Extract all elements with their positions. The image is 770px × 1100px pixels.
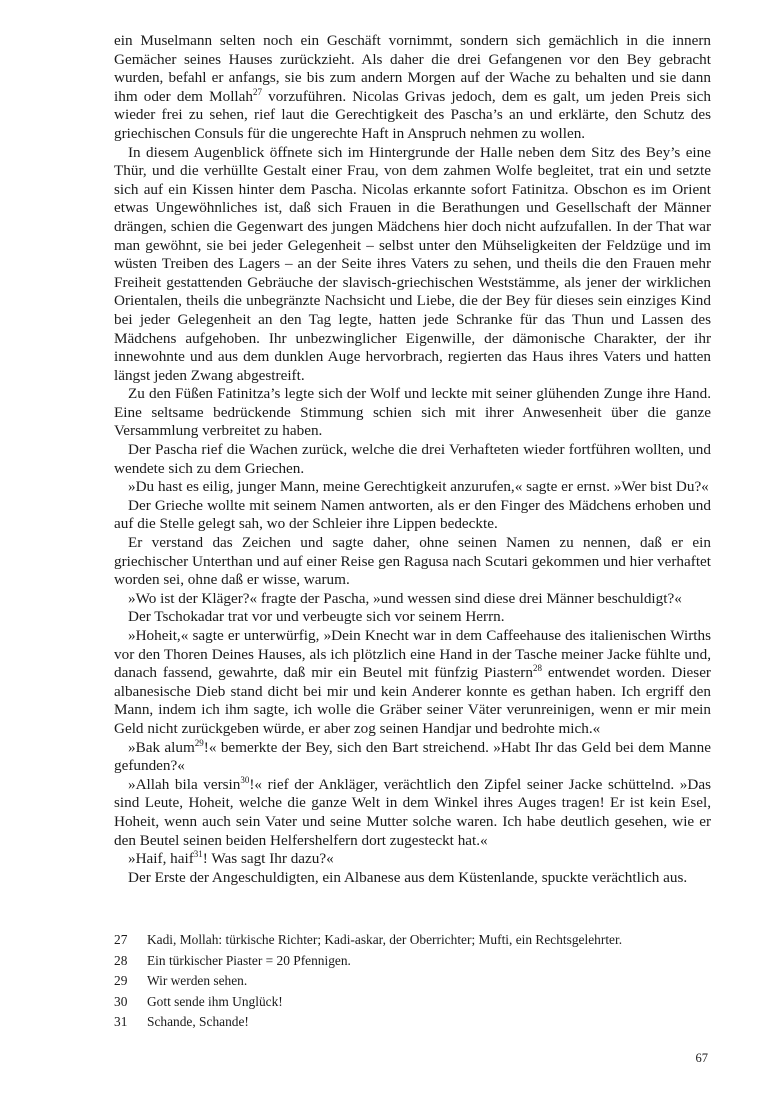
body-text xyxy=(114,32,711,887)
paragraph xyxy=(114,590,711,609)
text-run: »Allah bila versin xyxy=(128,775,241,793)
footnotes xyxy=(114,930,711,1033)
footnote-ref: 28 xyxy=(532,663,542,674)
text-run: Der Grieche wollte mit seinem Namen antworten, als er den Finger des Mädchens erhoben und auf die Stelle gelegt sah, wo der Schleier ihre Lippen bedeckte. xyxy=(114,496,711,533)
page-body xyxy=(114,32,711,887)
footnote-ref: 27 xyxy=(253,86,262,97)
footnote-text: Gott sende ihm Unglück! xyxy=(147,993,283,1009)
footnote xyxy=(114,951,711,972)
text-run: »Wo ist der Kläger?« fragte der Pascha, »und wessen sind diese drei Männer beschuldigt?« xyxy=(128,589,682,607)
footnote-text: Schande, Schande! xyxy=(147,1014,249,1030)
footnote xyxy=(114,992,711,1013)
footnote-ref: 29 xyxy=(194,737,204,748)
paragraph xyxy=(114,776,711,850)
paragraph xyxy=(114,441,711,478)
text-run: Der Tschokadar trat vor und verbeugte sich vor seinem Herrn. xyxy=(128,608,505,626)
text-run: entwendet worden. Dieser albanesische Dieb stand dicht bei mir und kein Anderer konnte es gethan haben. Ich ergriff den Mann, indem ich ihm sagte, ich wolle die Gräber seiner Väter verunreinigen, wenn er mir mein Geld nicht zurückgeben würde, er aber zog seinen Handjar und bedrohte mich.« xyxy=(114,664,711,737)
footnote xyxy=(114,971,711,992)
footnote-number: 29 xyxy=(114,973,128,989)
paragraph xyxy=(114,534,711,590)
paragraph xyxy=(114,385,711,441)
footnote xyxy=(114,930,711,951)
text-run: »Du hast es eilig, junger Mann, meine Gerechtigkeit anzurufen,« sagte er ernst. »Wer bist Du?« xyxy=(128,478,709,496)
text-run: In diesem Augenblick öffnete sich im Hintergrunde der Halle neben dem Sitz des Bey’s eine Thür, und die verhüllte Gestalt einer Frau, von dem zahmen Wolfe begleitet, trat ein und setzte sich auf ein Kissen hinter dem Pascha. Nicolas erkannte sofort Fatinitza. Obschon es im Orient etwas Ungewöhnliches ist, daß sich Frauen in die Berathungen und Gesellschaft der Männer drängen, schien die Gegenwart des jungen Mädchens hier doch nicht aufzufallen. In der That war man gewöhnt, sie bei jeder Gelegenheit – selbst unter den Mühseligkeiten der Feldzüge und im wüsten Treiben des Lagers – an der Seite ihres Vaters zu sehen, und theils die den Frauen mehr Freiheit gestattenden Gebräuche der slavisch-griechischen Weststämme, als jener der wirklichen Orientalen, theils die unbegränzte Nachsicht und Liebe, die der Bey für dieses sein einziges Kind bei jeder Gelegenheit an den Tag legte, hatten jede Schranke für das Thun und Lassen des Mädchens aufgehoben. Ihr unbezwinglicher Eigenwille, der dämonische Charakter, der ihr innewohnte und aus dem dunklen Auge hervorbrach, regierten das Haus ihres Vaters und hatten längst jeden Zwang abgestreift. xyxy=(114,143,711,384)
text-run: Der Pascha rief die Wachen zurück, welche die drei Verhafteten wieder fortführen wollten, und wendete sich zu dem Griechen. xyxy=(114,441,711,477)
paragraph xyxy=(114,627,711,739)
paragraph xyxy=(114,497,711,534)
text-run: Er verstand das Zeichen und sagte daher, ohne seinen Namen zu nennen, daß er ein griechischer Unterthan und auf einer Reise gen Ragusa nach Scutari gekommen und hier verhaftet worden sei, ohne daß er wisse, warum. xyxy=(114,534,711,589)
text-run: !« rief der Ankläger, verächtlich den Zipfel seiner Jacke schüttelnd. »Das sind Leute, Hoheit, welche die ganze Welt in dem Winkel ihres Auges tragen! Er ist kein Esel, Hoheit, wenn auch sein Vater und seine Mutter solche waren. Ich habe deutlich gesehen, wie er den Beutel seinen beiden Helfershelfern dort zugesteckt hat.« xyxy=(114,775,711,849)
text-run: Der Erste der Angeschuldigten, ein Albanese aus dem Küstenlande, spuckte verächtlich aus. xyxy=(128,868,688,886)
footnote-text: Kadi, Mollah: türkische Richter; Kadi-askar, der Oberrichter; Mufti, ein Rechtsgelehrter. xyxy=(147,932,623,947)
footnote-ref: 31 xyxy=(193,849,203,860)
page-number: 67 xyxy=(695,1051,708,1065)
paragraph xyxy=(114,144,711,386)
text-run: ! Was sagt Ihr dazu?« xyxy=(202,850,334,868)
footnote-number: 31 xyxy=(114,1014,128,1030)
text-run: vorzuführen. Nicolas Grivas jedoch, dem es galt, um jeden Preis sich wieder frei zu sehen, rief laut die Gerechtigkeit des Pascha’s an und erklärte, den Schutz des griechischen Consuls für die ungerechte Haft in Anspruch nehmen zu wollen. xyxy=(114,87,711,142)
footnote-number: 27 xyxy=(114,932,128,947)
paragraph xyxy=(114,869,711,888)
footnote-text: Ein türkischer Piaster = 20 Pfennigen. xyxy=(147,952,351,968)
text-run: Zu den Füßen Fatinitza’s legte sich der Wolf und leckte mit seiner glühenden Zunge ihre Hand. Eine seltsame bedrückende Stimmung schien sich mit ihrer Anwesenheit über die ganze Versammlung verbreitet zu haben. xyxy=(114,385,711,440)
footnote-text: Wir werden sehen. xyxy=(147,973,248,989)
paragraph xyxy=(114,850,711,869)
text-run: »Haif, haif xyxy=(128,850,194,868)
paragraph xyxy=(114,608,711,627)
text-run: »Hoheit,« sagte er unterwürfig, »Dein Knecht war in dem Caffeehause des italienischen Wirths vor den Thoren Deines Hauses, als ich plötzlich eine Hand in der Tasche meiner Jacke fühlte und, danach fassend, gewahrte, daß mir ein Beutel mit fünfzig Piastern xyxy=(114,627,711,682)
text-run: !« bemerkte der Bey, sich den Bart streichend. »Habt Ihr das Geld bei dem Manne gefunden?« xyxy=(114,738,711,775)
paragraph xyxy=(114,32,711,144)
footnote-ref: 30 xyxy=(240,774,250,785)
footnote-number: 28 xyxy=(114,952,128,968)
text-run: ein Muselmann selten noch ein Geschäft vornimmt, sondern sich gemächlich in die innern Gemächer seines Hauses zurückzieht. Als daher die drei Gefangenen vor den Bey gebracht wurden, befahl er anfangs, sie bis zum andern Morgen auf der Wache zu behalten und sie dann ihm oder dem Mollah xyxy=(114,32,711,105)
paragraph xyxy=(114,739,711,776)
footnote xyxy=(114,1012,711,1033)
footnote-number: 30 xyxy=(114,993,128,1009)
text-run: »Bak alum xyxy=(128,738,195,756)
paragraph xyxy=(114,478,711,497)
